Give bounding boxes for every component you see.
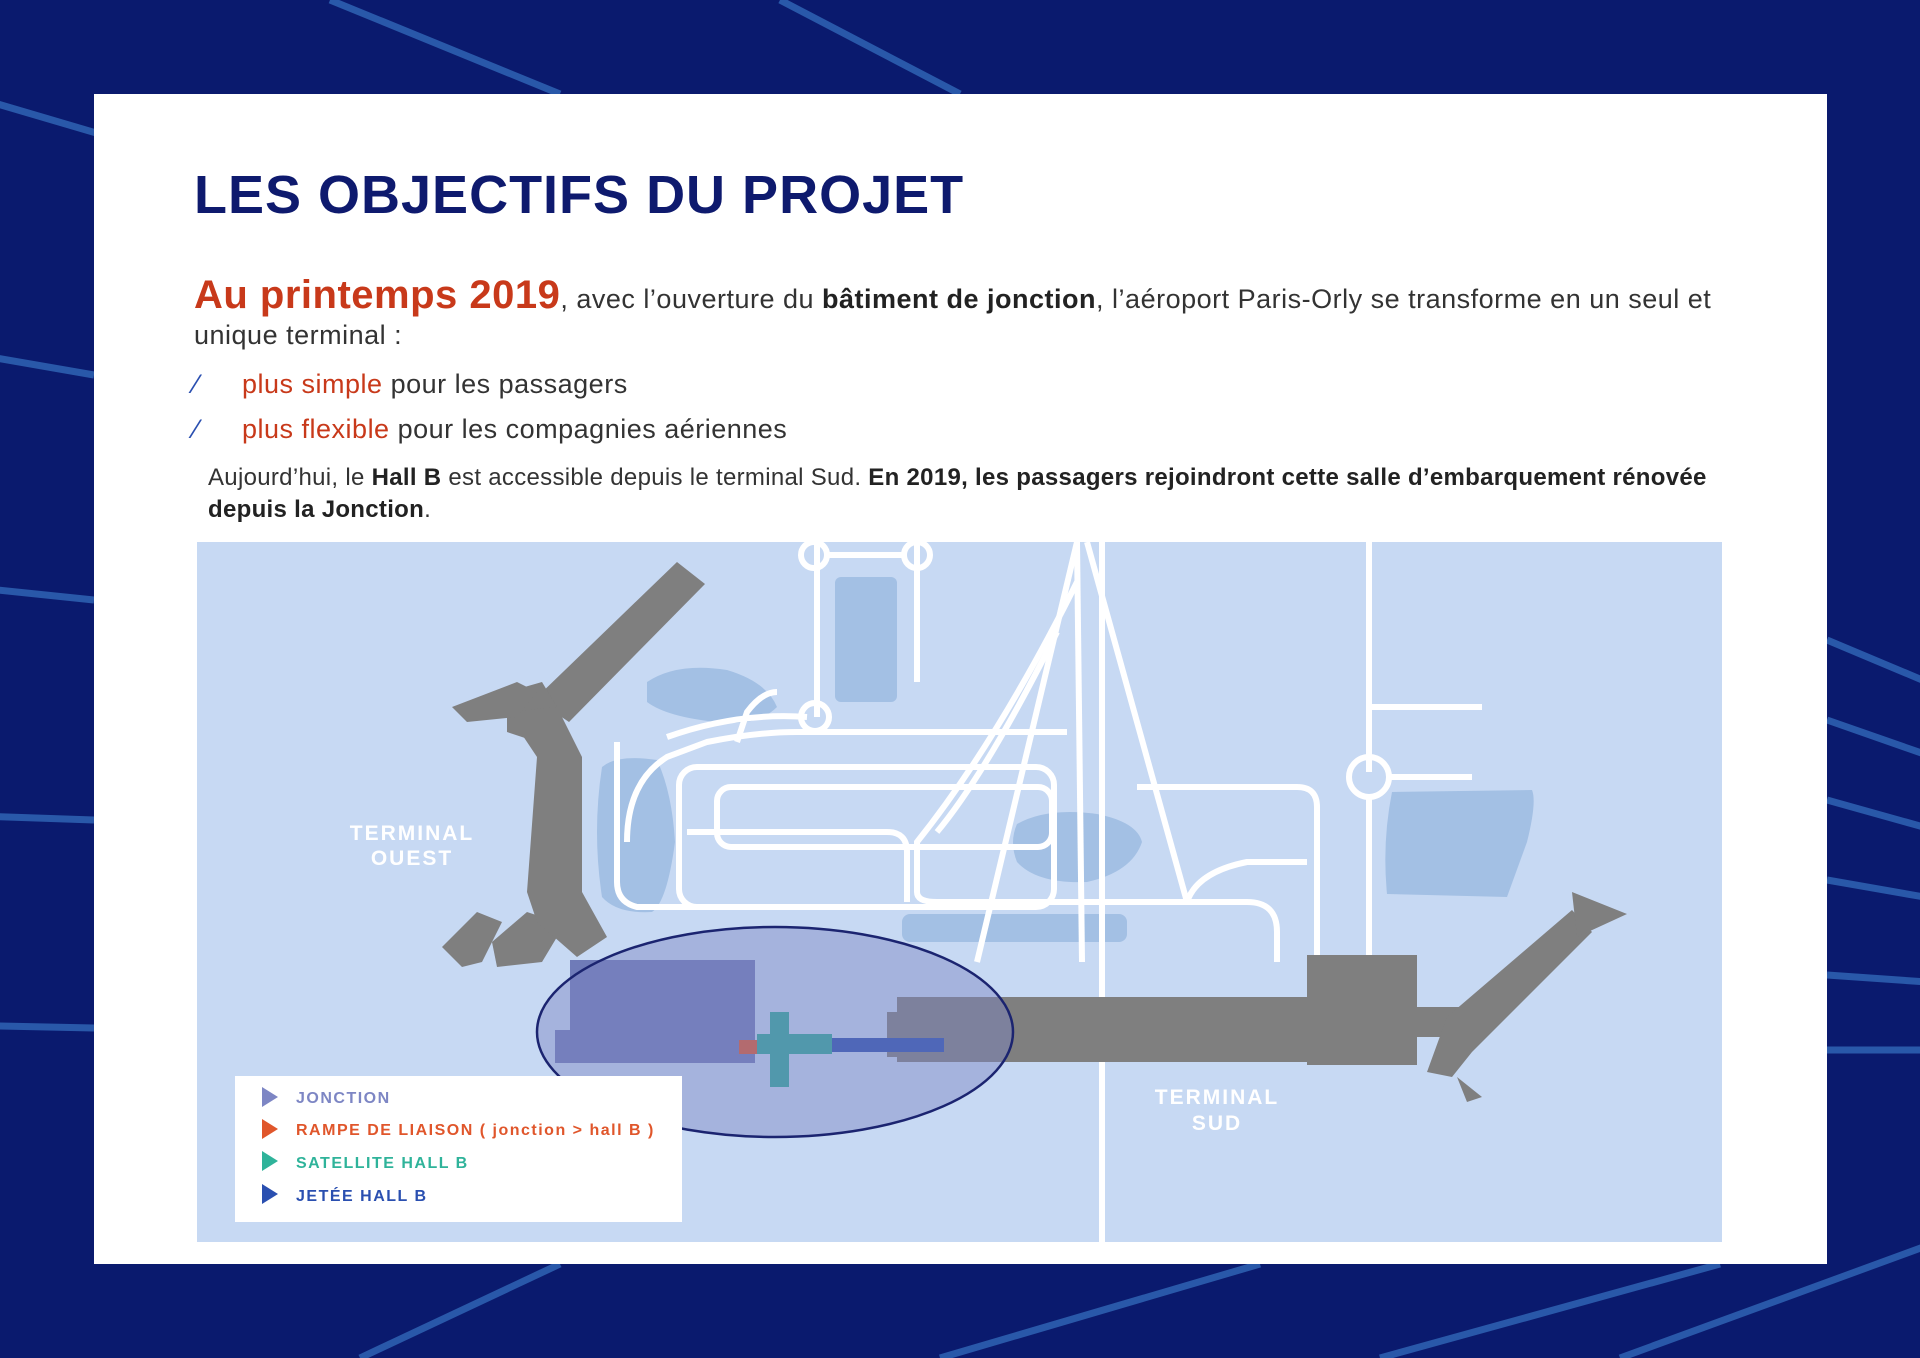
intro-text-2: , l’aéroport Paris-Orly se transforme en un seul et unique terminal : [194, 284, 1712, 350]
legend [235, 1076, 682, 1222]
intro-highlight: Au printemps 2019 [194, 273, 561, 317]
intro-text-1: , avec l’ouverture du [560, 284, 823, 314]
airport-map-svg [197, 542, 1722, 1242]
note-bold-jonction: Jonction [321, 496, 425, 523]
legend-label-satellite: SATELLITE HALL B [296, 1155, 469, 1172]
bullet-accent: plus flexible [242, 414, 390, 444]
note-text-3: . [424, 496, 432, 523]
airport-map [197, 542, 1722, 1242]
bullet-text: pour les passagers [382, 369, 628, 399]
bullet-item [194, 369, 628, 400]
legend-label-jonction: JONCTION [296, 1090, 391, 1107]
sud-block [1307, 955, 1417, 1065]
terminal-sud-label-2: SUD [1191, 1112, 1243, 1135]
note-bold-hall-b: Hall B [371, 464, 442, 491]
legend-label-jetee: JETÉE HALL B [296, 1188, 428, 1205]
note-bold-2019: En 2019, les passagers rejoindront cette salle d’embarquement rénovée depuis la [208, 464, 1707, 523]
terminal-sud-label-1: TERMINAL [1154, 1086, 1280, 1109]
terminal-ouest-label-1: TERMINAL [349, 822, 475, 845]
note-text-2: est accessible depuis le terminal Sud. [441, 464, 869, 491]
note-paragraph [208, 462, 1708, 526]
zone-bottom [902, 914, 1127, 942]
slash-icon: ⁄ [194, 414, 200, 444]
intro-bold: bâtiment de jonction [822, 284, 1097, 314]
bullet-text: pour les compagnies aériennes [389, 414, 788, 444]
zone-left [597, 758, 675, 912]
bullet-item [194, 414, 787, 445]
bullet-accent: plus simple [242, 369, 383, 399]
note-text-1: Aujourd’hui, le [208, 464, 372, 491]
zone-right [1385, 790, 1533, 897]
page-title: LES OBJECTIFS DU PROJET [194, 165, 965, 225]
slash-icon: ⁄ [194, 369, 200, 399]
intro-paragraph [194, 273, 1714, 353]
legend-label-rampe: RAMPE DE LIAISON ( jonction > hall B ) [296, 1122, 655, 1139]
terminal-ouest-label-2: OUEST [370, 847, 454, 870]
content-card [94, 94, 1827, 1264]
zone-north [835, 577, 897, 702]
